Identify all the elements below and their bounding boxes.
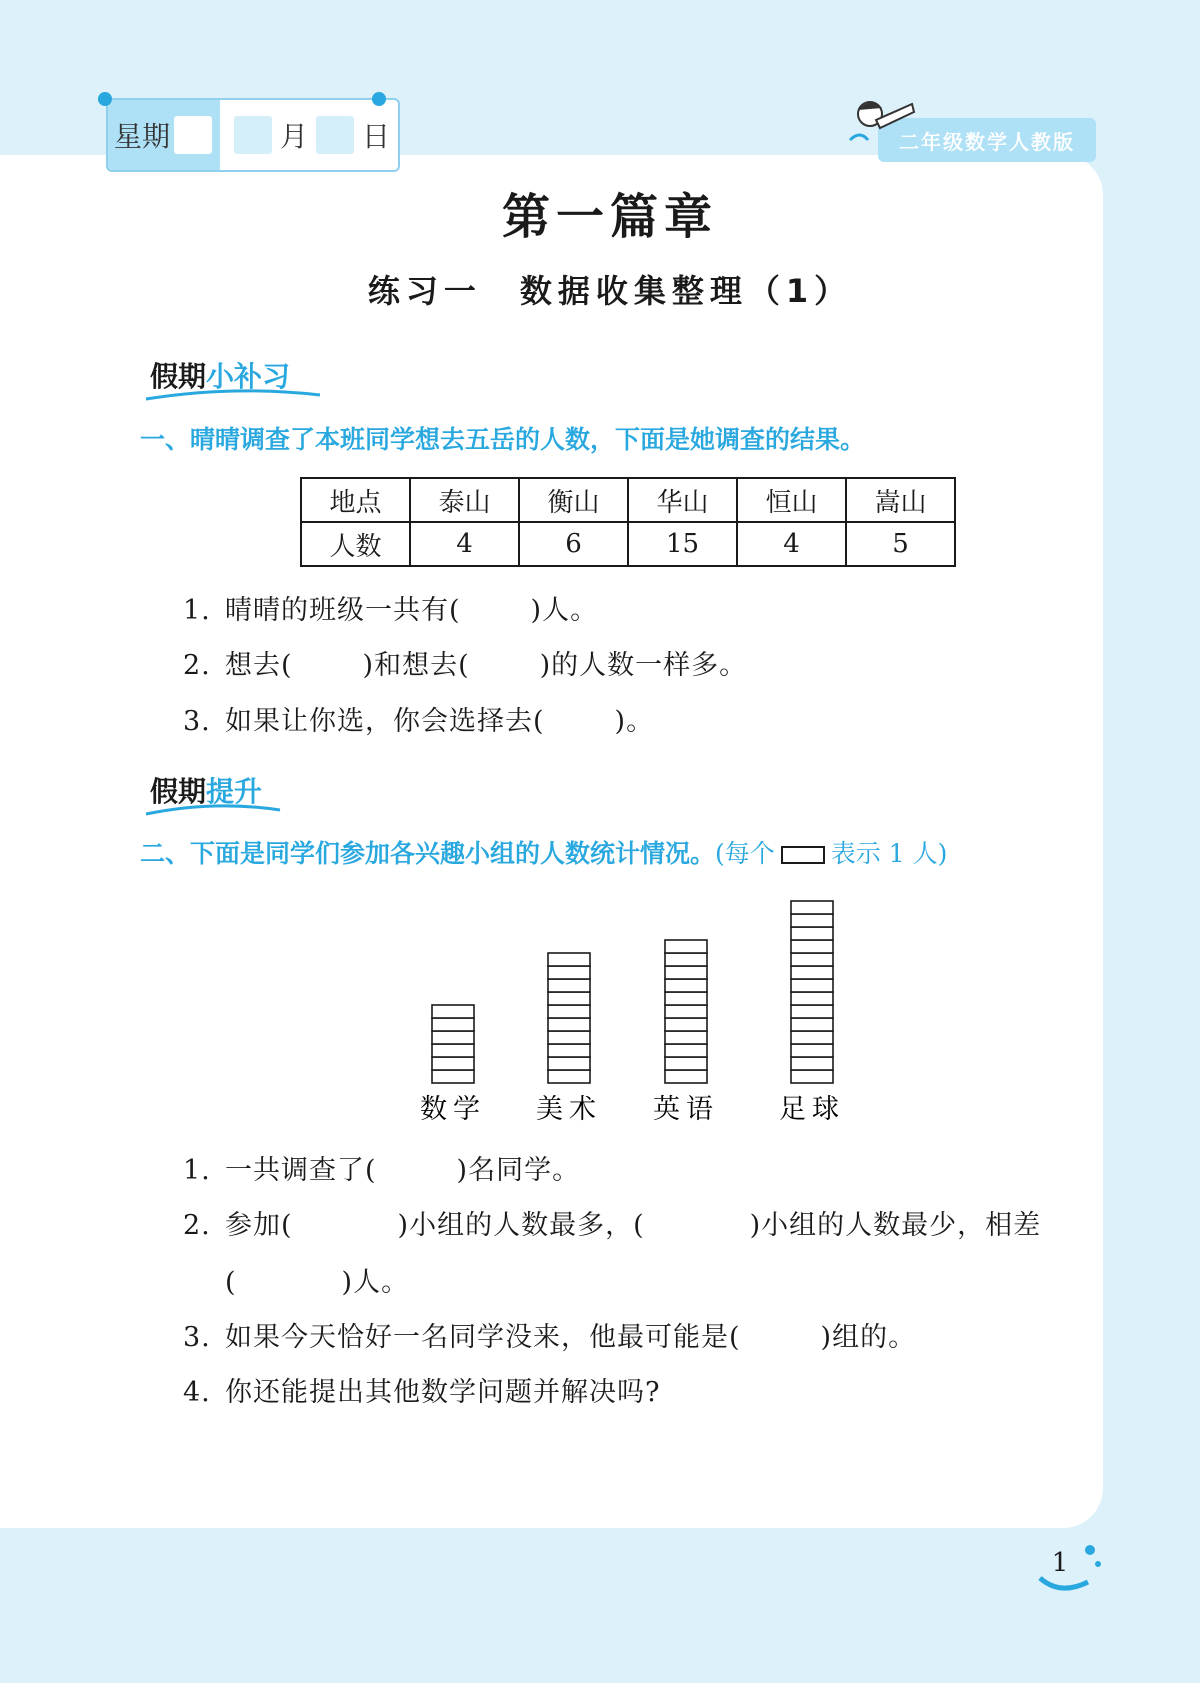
table-cell: 衡山 — [519, 478, 628, 522]
table-row — [301, 478, 955, 522]
item-number: 3. — [183, 706, 211, 737]
item-text: )。 — [614, 706, 655, 737]
section-tag-b: 小补习 — [206, 360, 291, 393]
item-text: 一共调查了( — [225, 1155, 377, 1186]
item-text: 如果让你选，你会选择去( — [225, 706, 545, 737]
item-number: 1. — [183, 595, 211, 626]
q1-item-2 — [183, 643, 747, 682]
q1-item-1 — [183, 588, 598, 627]
table-cell: 泰山 — [410, 478, 519, 522]
q1-item-3 — [183, 699, 654, 738]
q2-item-2 — [183, 1203, 1041, 1242]
item-text: )小组的人数最多，( — [397, 1210, 645, 1241]
q2-item-1 — [183, 1148, 580, 1187]
table-row — [301, 522, 955, 566]
pin-left-icon — [98, 92, 112, 106]
item-number: 4. — [183, 1377, 211, 1408]
survey-table — [300, 477, 956, 567]
day-label: 日 — [362, 120, 391, 153]
table-cell: 15 — [628, 522, 737, 566]
item-number: 2. — [183, 1210, 211, 1241]
item-text: )和想去( — [362, 650, 470, 681]
q2-item-4 — [183, 1370, 660, 1409]
table-cell: 人数 — [301, 522, 410, 566]
table-cell: 5 — [846, 522, 955, 566]
item-number: 1. — [183, 1155, 211, 1186]
category-label: 美术 — [536, 1094, 602, 1125]
item-text: )组的。 — [820, 1322, 917, 1353]
table-cell: 地点 — [301, 478, 410, 522]
category-label: 数学 — [420, 1094, 486, 1125]
lesson-title: 练习一 数据收集整理（1） — [367, 272, 853, 310]
chapter-title: 第一篇章 — [501, 189, 718, 245]
unit-note-a: (每个 — [715, 839, 775, 868]
table-cell: 6 — [519, 522, 628, 566]
section-tag-review — [150, 355, 290, 395]
weekday-box — [108, 100, 220, 170]
swoosh-icon — [144, 387, 324, 403]
date-box — [106, 98, 400, 172]
section-tag-a: 假期 — [150, 360, 207, 393]
item-text: 你还能提出其他数学问题并解决吗? — [225, 1377, 661, 1408]
mascot-icon — [846, 96, 916, 152]
item-number: 2. — [183, 650, 211, 681]
day-cell[interactable] — [316, 116, 354, 154]
section-tag-b: 提升 — [206, 775, 263, 808]
pin-right-icon — [372, 92, 386, 106]
weekday-cell[interactable] — [174, 116, 212, 154]
category-label: 英语 — [653, 1094, 719, 1125]
month-label: 月 — [280, 120, 309, 153]
table-cell: 4 — [410, 522, 519, 566]
item-number: 3. — [183, 1322, 211, 1353]
q2-item-3 — [183, 1315, 916, 1354]
weekday-label: 星期 — [114, 120, 171, 153]
swoosh-icon — [144, 802, 284, 818]
item-text: 如果今天恰好一名同学没来，他最可能是( — [225, 1322, 741, 1353]
page-number: 1 — [1051, 1548, 1069, 1578]
item-text: 想去( — [225, 650, 293, 681]
question-1-prompt: 一、晴晴调查了本班同学想去五岳的人数，下面是她调查的结果。 — [140, 425, 866, 454]
table-cell: 嵩山 — [846, 478, 955, 522]
item-text: )小组的人数最少，相差 — [749, 1210, 1042, 1241]
section-tag-improve — [150, 770, 262, 810]
q2-item-2b — [183, 1260, 409, 1299]
month-cell[interactable] — [234, 116, 272, 154]
category-label: 足球 — [779, 1094, 845, 1125]
question-2-prompt — [140, 834, 947, 870]
item-text: )人。 — [530, 595, 599, 626]
unit-note-b: 表示 1 人) — [830, 839, 948, 868]
grade-tag: 二年级数学人教版 — [878, 118, 1096, 162]
item-text: 晴晴的班级一共有( — [225, 595, 461, 626]
table-cell: 4 — [737, 522, 846, 566]
unit-rect-icon — [781, 846, 825, 864]
question-2-text: 二、下面是同学们参加各兴趣小组的人数统计情况。 — [140, 839, 716, 868]
item-text: )的人数一样多。 — [539, 650, 748, 681]
item-text: )名同学。 — [456, 1155, 581, 1186]
table-cell: 恒山 — [737, 478, 846, 522]
section-tag-a: 假期 — [150, 775, 207, 808]
table-cell: 华山 — [628, 478, 737, 522]
item-text: )人。 — [341, 1267, 410, 1298]
item-text: 参加( — [225, 1210, 293, 1241]
item-text: ( — [225, 1267, 237, 1298]
